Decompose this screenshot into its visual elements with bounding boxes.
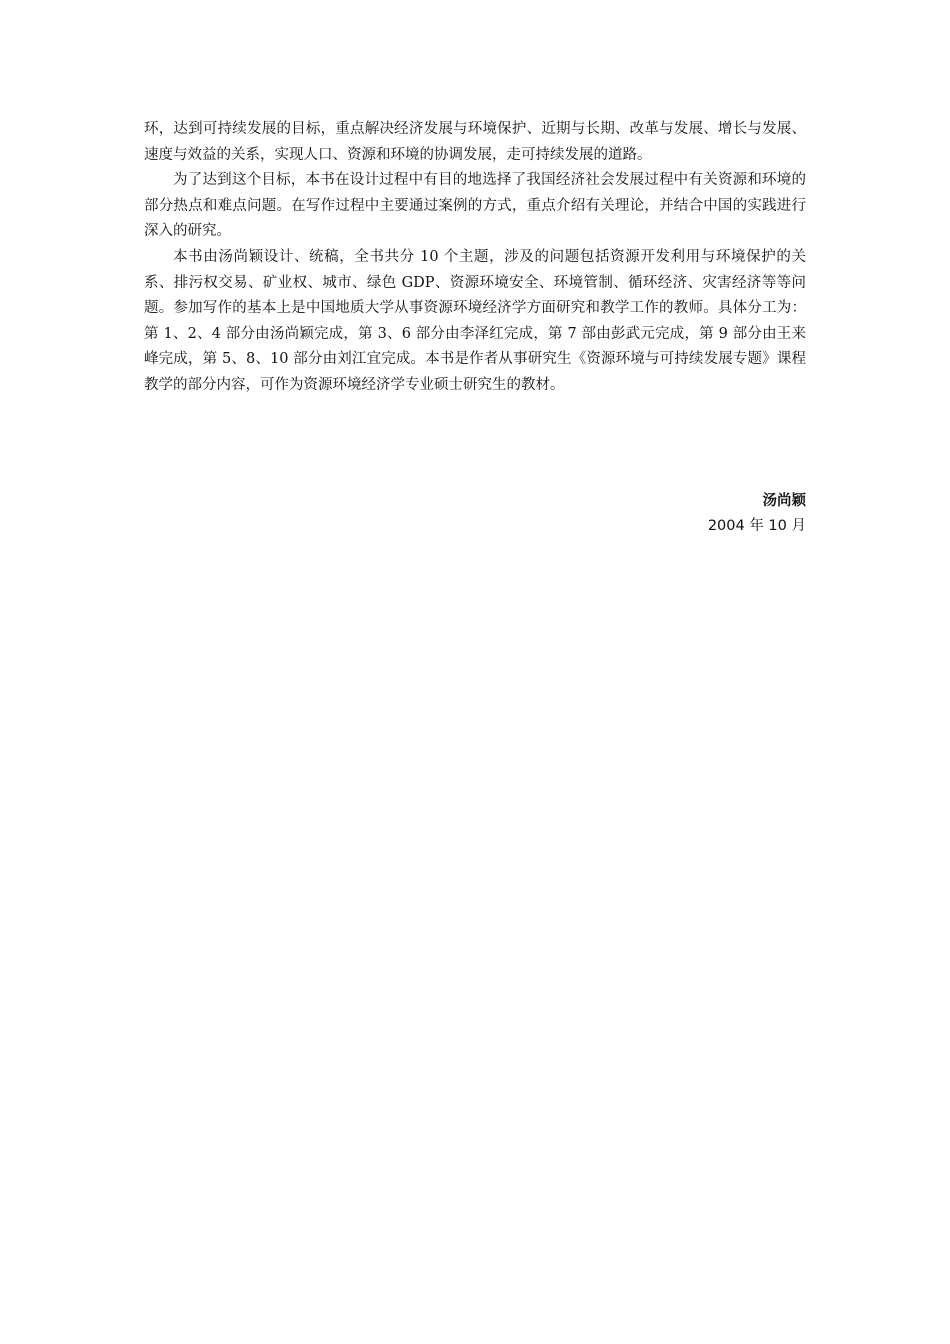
signature-date: 2004 年 10 月 (707, 518, 806, 534)
signature-block (708, 489, 806, 539)
signature-author: 汤尚颖 (762, 493, 806, 509)
paragraph-goal: 为了达到这个目标，本书在设计过程中有目的地选择了我国经济社会发展过程中有关资源和环境的部分热点和难点问题。在写作过程中主要通过案例的方式，重点介绍有关理论，并结合中国的实践进行深入的研究。 (144, 172, 806, 240)
document-body (144, 117, 806, 399)
paragraph-authorship: 本书由汤尚颖设计、统稿，全书共分 10 个主题，涉及的问题包括资源开发利用与环境保护的关系、排污权交易、矿业权、城市、绿色 GDP、资源环境安全、环境管制、循环经济、灾害经济等等问题。参加写作的基本上是中国地质大学从事资源环境经济学方面研究和教学工作的教师。具体分工为：第 1、2、4 部分由汤尚颖完成，第 3、6 部分由李泽红完成，第 7 部由彭武元完成，第 9 部分由王来峰完成，第 5、8、10 部分由刘江宜完成。本书是作者从事研究生《资源环境与可持续发展专题》课程教学的部分内容，可作为资源环境经济学专业硕士研究生的教材。 (144, 248, 806, 393)
paragraph-continuation: 环，达到可持续发展的目标，重点解决经济发展与环境保护、近期与长期、改革与发展、增长与发展、速度与效益的关系，实现人口、资源和环境的协调发展，走可持续发展的道路。 (144, 121, 806, 163)
